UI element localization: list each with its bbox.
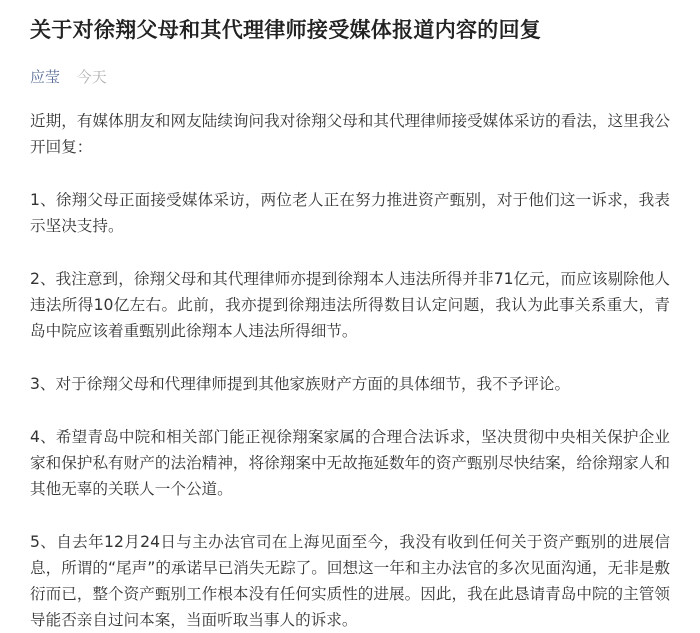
article-meta <box>30 66 670 88</box>
paragraph-4: 4、希望青岛中院和相关部门能正视徐翔案家属的合理合法诉求，坚决贯彻中央相关保护企业家和保护私有财产的法治精神，将徐翔案中无故拖延数年的资产甄别尽快结案，给徐翔家人和其他无辜的关联人一个公道。 <box>30 428 670 498</box>
paragraph-1: 1、徐翔父母正面接受媒体采访，两位老人正在努力推进资产甄别，对于他们这一诉求，我表示坚决支持。 <box>30 191 670 235</box>
paragraph-2: 2、我注意到，徐翔父母和其代理律师亦提到徐翔本人违法所得并非71亿元，而应该剔除他人违法所得10亿左右。此前，我亦提到徐翔违法所得数目认定问题，我认为此事关系重大，青岛中院应该着重甄别此徐翔本人违法所得细节。 <box>30 270 670 340</box>
article-title: 关于对徐翔父母和其代理律师接受媒体报道内容的回复 <box>30 18 542 42</box>
article-body <box>30 108 670 633</box>
paragraph-intro: 近期，有媒体朋友和网友陆续询问我对徐翔父母和其代理律师接受媒体采访的看法，这里我公开回复： <box>30 112 670 156</box>
paragraph-3: 3、对于徐翔父母和代理律师提到其他家族财产方面的具体细节，我不予评论。 <box>30 375 571 393</box>
author-link[interactable]: 应莹 <box>30 68 61 86</box>
paragraph-5: 5、自去年12月24日与主办法官司在上海见面至今，我没有收到任何关于资产甄别的进展信息，所谓的“尾声”的承诺早已消失无踪了。回想这一年和主办法官的多次见面沟通，无非是敷衍而已，整个资产甄别工作根本没有任何实质性的进展。因此，我在此恳请青岛中院的主管领导能否亲自过问本案，当面听取当事人的诉求。 <box>30 533 670 629</box>
publish-time: 今天 <box>76 68 107 86</box>
